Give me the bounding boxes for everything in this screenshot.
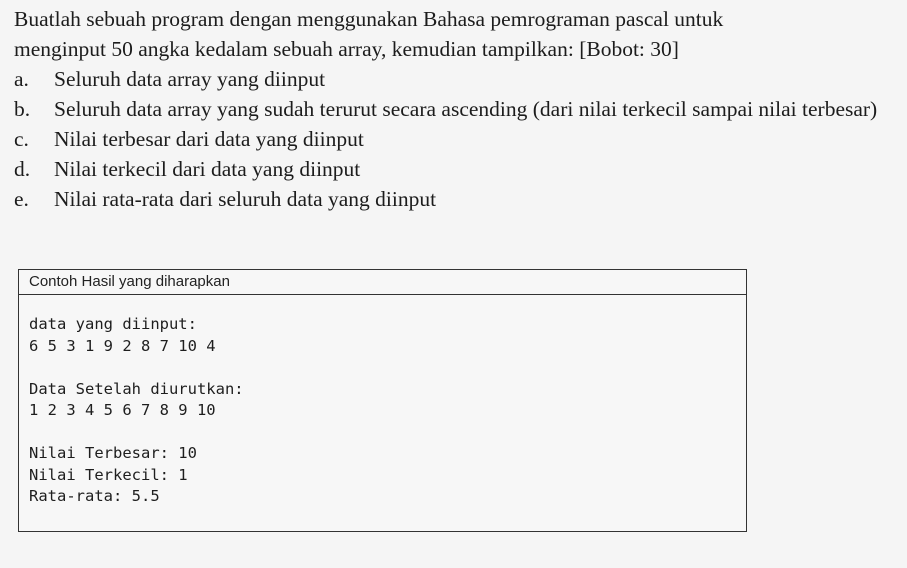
requirement-text: Nilai terkecil dari data yang diinput [54,157,361,181]
requirement-marker: d. [14,157,31,181]
input-label: data yang diinput: [29,315,197,333]
requirement-item-b [14,94,907,124]
input-values: 6 5 3 1 9 2 8 7 10 4 [29,336,216,355]
question-intro-line-1: Buatlah sebuah program dengan menggunakan Bahasa pemrograman pascal untuk [14,7,724,31]
requirement-marker: e. [14,187,29,211]
example-output-box [18,269,747,532]
example-output-header: Contoh Hasil yang diharapkan [19,270,746,295]
requirement-item-a [14,64,907,94]
requirement-text: Seluruh data array yang diinput [54,67,326,91]
average-value-line: Rata-rata: 5.5 [29,487,160,505]
requirement-list [14,64,907,214]
requirement-text: Nilai terbesar dari data yang diinput [54,127,364,151]
requirement-marker: c. [14,127,29,151]
requirement-marker: b. [14,97,31,121]
requirement-item-c [14,124,907,154]
requirement-text: Seluruh data array yang sudah terurut secara ascending (dari nilai terkecil sampai nilai terbesar) [54,97,878,121]
question-text [14,4,907,214]
requirement-marker: a. [14,67,29,91]
question-intro-line-2: menginput 50 angka kedalam sebuah array, kemudian tampilkan: [Bobot: 30] [14,37,679,61]
max-value-line: Nilai Terbesar: 10 [29,444,197,462]
example-output-body [19,295,746,508]
requirement-text: Nilai rata-rata dari seluruh data yang diinput [54,187,437,211]
sorted-label: Data Setelah diurutkan: [29,379,244,398]
sorted-values: 1 2 3 4 5 6 7 8 9 10 [29,401,216,419]
blank-line [29,422,746,444]
min-value-line: Nilai Terkecil: 1 [29,465,188,484]
blank-line [29,357,746,379]
requirement-item-d [14,154,907,184]
requirement-item-e [14,184,907,214]
